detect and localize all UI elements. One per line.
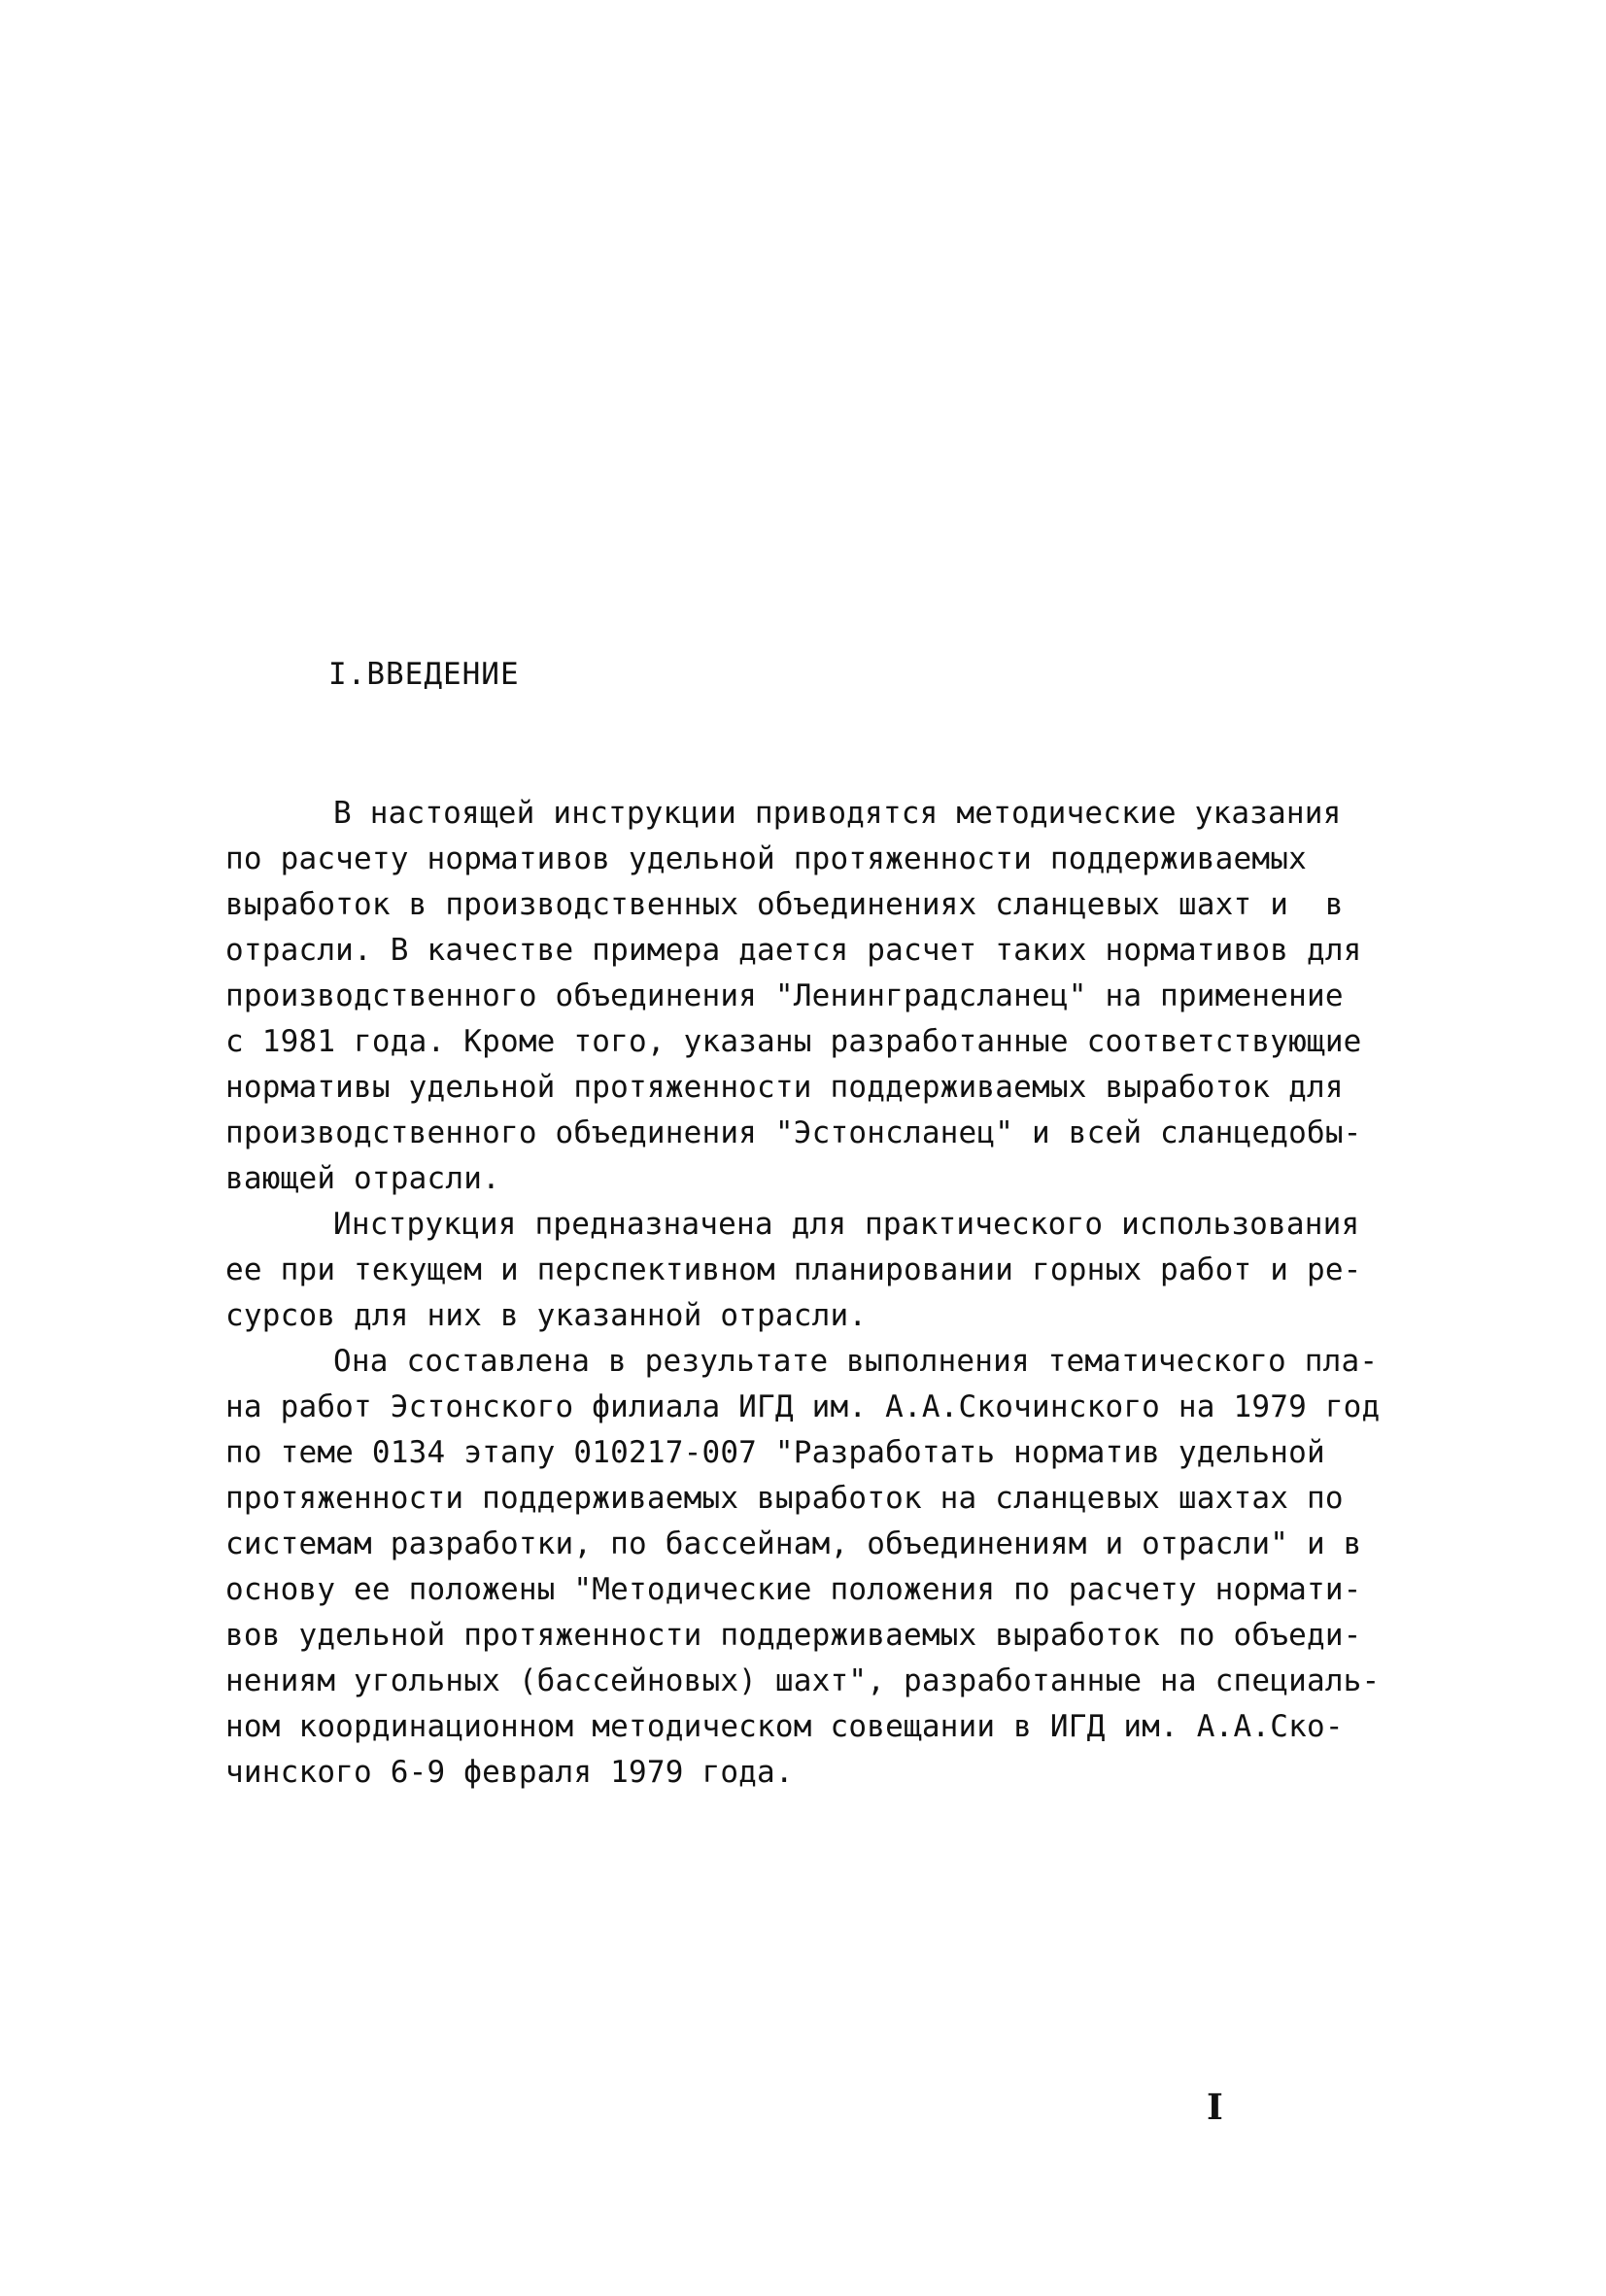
paragraph-line: производственного объединения "Эстонсланец" и всей сланцедобы- (225, 1115, 1362, 1150)
paragraph-line: протяженности поддерживаемых выработок на сланцевых шахтах по (225, 1481, 1344, 1516)
paragraph-line: по расчету нормативов удельной протяженности поддерживаемых (225, 841, 1307, 876)
paragraph-line: В настоящей инструкции приводятся методические указания (333, 796, 1342, 831)
section-heading: I.ВВЕДЕНИЕ (328, 657, 520, 692)
paragraph-line: производственного объединения "Ленинградсланец" на применение (225, 978, 1344, 1013)
paragraph-line: чинского 6-9 февраля 1979 года. (225, 1755, 794, 1790)
paragraph-line: вающей отрасли. (225, 1161, 500, 1196)
paragraph-line: на работ Эстонского филиала ИГД им. А.А.Скочинского на 1979 год (225, 1389, 1381, 1424)
paragraph-line: сурсов для них в указанной отрасли. (225, 1298, 868, 1333)
paragraph-line: с 1981 года. Кроме того, указаны разработанные соответствующие (225, 1024, 1362, 1059)
paragraph-line: ном координационном методическом совещании в ИГД им. А.А.Ско- (225, 1709, 1344, 1744)
page-number: I (1207, 2087, 1223, 2128)
paragraph-line: отрасли. В качестве примера дается расчет таких нормативов для (225, 933, 1362, 968)
paragraph-line: нениям угольных (бассейновых) шахт", разработанные на специаль- (225, 1663, 1381, 1698)
paragraph-line: по теме 0134 этапу 010217-007 "Разработать норматив удельной (225, 1435, 1325, 1470)
paragraph-line: Она составлена в результате выполнения тематического пла- (333, 1344, 1379, 1379)
paragraph-line: Инструкция предназначена для практического использования (333, 1207, 1360, 1242)
paragraph-line: вов удельной протяженности поддерживаемых выработок по объеди- (225, 1618, 1362, 1653)
paragraph-line: ее при текущем и перспективном планировании горных работ и ре- (225, 1252, 1362, 1287)
paragraph-line: основу ее положены "Методические положения по расчету нормати- (225, 1572, 1362, 1607)
paragraph-line: системам разработки, по бассейнам, объединениям и отрасли" и в (225, 1526, 1362, 1561)
paragraph-line: выработок в производственных объединениях сланцевых шахт и в (225, 887, 1344, 922)
paragraph-line: нормативы удельной протяженности поддерживаемых выработок для (225, 1070, 1344, 1105)
